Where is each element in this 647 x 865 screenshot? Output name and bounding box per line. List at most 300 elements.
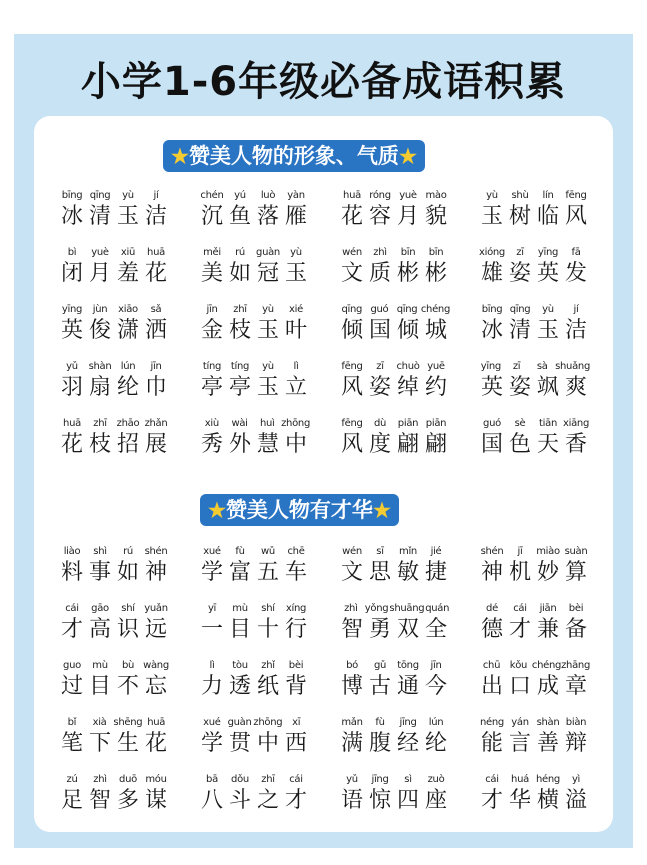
pinyin-syllable: wén: [342, 546, 362, 557]
idiom-character: 多: [116, 788, 139, 813]
idiom-pinyin: [198, 245, 310, 260]
pinyin-syllable: chū: [482, 660, 501, 671]
idiom-character: 古: [368, 674, 391, 699]
idiom-item: [58, 658, 198, 715]
idiom-pinyin: [58, 416, 170, 431]
pinyin-syllable: biàn: [565, 717, 587, 728]
idiom-pinyin: [58, 772, 170, 787]
idiom-characters: [198, 730, 310, 758]
idiom-characters: [58, 673, 170, 701]
pinyin-syllable: mào: [425, 190, 447, 201]
idiom-characters: [478, 616, 590, 644]
idiom-characters: [478, 787, 590, 815]
idiom-pinyin: [58, 715, 170, 730]
idiom-character: 力: [200, 674, 223, 699]
idiom-pinyin: [198, 302, 310, 317]
idiom-character: 识: [116, 617, 139, 642]
pinyin-syllable: bā: [206, 774, 218, 785]
pinyin-syllable: huá: [511, 774, 529, 785]
idiom-character: 贯: [228, 731, 251, 756]
pinyin-syllable: piān: [397, 418, 419, 429]
idiom-character: 英: [480, 375, 503, 400]
pinyin-syllable: xíng: [285, 603, 307, 614]
pinyin-syllable: jīn: [206, 304, 218, 315]
pinyin-syllable: xué: [203, 717, 221, 728]
idiom-characters: [58, 559, 170, 587]
idiom-character: 学: [200, 731, 223, 756]
idiom-character: 翩: [424, 432, 447, 457]
idiom-pinyin: [58, 544, 170, 559]
idiom-characters: [478, 317, 590, 345]
idiom-pinyin: [198, 359, 310, 374]
pinyin-syllable: fù: [235, 546, 245, 557]
idiom-item: [198, 544, 338, 601]
pinyin-syllable: wǔ: [261, 546, 275, 557]
pinyin-syllable: chén: [200, 190, 224, 201]
section-heading-label: 赞美人物的形象、气质: [188, 143, 399, 168]
pinyin-syllable: jiān: [539, 603, 557, 614]
pinyin-syllable: yù: [486, 190, 498, 201]
pinyin-syllable: quán: [425, 603, 450, 614]
idiom-character: 招: [116, 432, 139, 457]
idiom-character: 神: [480, 560, 503, 585]
pinyin-syllable: bó: [346, 660, 358, 671]
pinyin-syllable: huì: [259, 418, 275, 429]
idiom-pinyin: [338, 302, 450, 317]
idiom-character: 风: [340, 432, 363, 457]
idiom-character: 色: [508, 432, 531, 457]
pinyin-syllable: sī: [376, 546, 384, 557]
idiom-character: 西: [284, 731, 307, 756]
pinyin-syllable: yǒng: [364, 603, 389, 614]
idiom-character: 华: [508, 788, 531, 813]
pinyin-syllable: bīn: [428, 247, 444, 258]
idiom-item: [478, 544, 618, 601]
pinyin-syllable: yù: [290, 247, 302, 258]
idiom-character: 临: [536, 204, 559, 229]
idiom-character: 洁: [564, 318, 587, 343]
pinyin-syllable: dù: [373, 418, 387, 429]
pinyin-syllable: zhì: [93, 774, 107, 785]
idiom-pinyin: [198, 544, 310, 559]
pinyin-syllable: zhì: [373, 247, 387, 258]
idiom-pinyin: [198, 658, 310, 673]
pinyin-syllable: sì: [404, 774, 412, 785]
idiom-character: 经: [396, 731, 419, 756]
idiom-character: 展: [144, 432, 167, 457]
idiom-character: 英: [536, 261, 559, 286]
idiom-character: 算: [564, 560, 587, 585]
pinyin-syllable: zuò: [427, 774, 445, 785]
idiom-character: 生: [116, 731, 139, 756]
idiom-character: 清: [88, 204, 111, 229]
section-heading-appearance: [163, 140, 425, 172]
pinyin-syllable: fēng: [341, 418, 363, 429]
idiom-character: 八: [200, 788, 223, 813]
idiom-character: 容: [368, 204, 391, 229]
pinyin-syllable: shuāng: [389, 603, 425, 614]
idiom-item: [338, 359, 478, 416]
idiom-character: 花: [340, 204, 363, 229]
idiom-character: 五: [256, 560, 279, 585]
pinyin-syllable: qīng: [396, 304, 418, 315]
idiom-item: [478, 245, 618, 302]
pinyin-syllable: zī: [516, 247, 524, 258]
idiom-character: 博: [340, 674, 363, 699]
pinyin-syllable: yīng: [537, 247, 559, 258]
idiom-character: 玉: [536, 318, 559, 343]
idiom-character: 花: [60, 432, 83, 457]
pinyin-syllable: bīng: [481, 304, 503, 315]
idiom-character: 才: [60, 617, 83, 642]
idiom-item: [478, 658, 618, 715]
idiom-character: 玉: [256, 318, 279, 343]
idiom-characters: [58, 787, 170, 815]
idiom-characters: [198, 559, 310, 587]
idiom-character: 兼: [536, 617, 559, 642]
idiom-character: 姿: [368, 375, 391, 400]
idiom-characters: [478, 203, 590, 231]
pinyin-syllable: jí: [153, 190, 159, 201]
pinyin-syllable: yù: [542, 304, 554, 315]
idiom-character: 如: [116, 560, 139, 585]
idiom-character: 潇: [116, 318, 139, 343]
idiom-characters: [338, 559, 450, 587]
content-card: [34, 116, 613, 832]
idiom-pinyin: [198, 601, 310, 616]
pinyin-syllable: bèi: [288, 660, 304, 671]
idiom-character: 目: [228, 617, 251, 642]
pinyin-syllable: wàng: [143, 660, 169, 671]
idiom-character: 冰: [60, 204, 83, 229]
idiom-character: 月: [88, 261, 111, 286]
idiom-character: 扇: [88, 375, 111, 400]
idiom-character: 沉: [200, 204, 223, 229]
idiom-item: [478, 416, 618, 473]
idiom-item: [338, 715, 478, 772]
pinyin-syllable: cái: [513, 603, 527, 614]
pinyin-syllable: jié: [430, 546, 442, 557]
pinyin-syllable: cái: [485, 774, 499, 785]
pinyin-syllable: shàn: [536, 717, 560, 728]
pinyin-syllable: yǔ: [66, 361, 78, 372]
idiom-character: 羽: [60, 375, 83, 400]
idiom-character: 玉: [480, 204, 503, 229]
idiom-character: 绰: [396, 375, 419, 400]
idiom-character: 约: [424, 375, 447, 400]
idiom-pinyin: [58, 245, 170, 260]
idiom-character: 语: [340, 788, 363, 813]
idiom-character: 背: [284, 674, 307, 699]
idiom-item: [478, 188, 618, 245]
idiom-character: 透: [228, 674, 251, 699]
idiom-item: [58, 359, 198, 416]
idiom-pinyin: [338, 359, 450, 374]
idiom-pinyin: [338, 416, 450, 431]
pinyin-syllable: tíng: [202, 361, 222, 372]
idiom-pinyin: [58, 302, 170, 317]
idiom-character: 谋: [144, 788, 167, 813]
idiom-pinyin: [58, 601, 170, 616]
pinyin-syllable: yán: [511, 717, 529, 728]
idiom-item: [338, 772, 478, 829]
idiom-item: [198, 359, 338, 416]
pinyin-syllable: tiān: [539, 418, 557, 429]
pinyin-syllable: bù: [121, 660, 135, 671]
idiom-pinyin: [338, 658, 450, 673]
idiom-item: [478, 601, 618, 658]
pinyin-syllable: jī: [517, 546, 523, 557]
idiom-character: 风: [564, 204, 587, 229]
pinyin-syllable: móu: [145, 774, 167, 785]
pinyin-syllable: huā: [147, 247, 165, 258]
idiom-characters: [198, 374, 310, 402]
idiom-character: 言: [508, 731, 531, 756]
idiom-pinyin: [58, 188, 170, 203]
pinyin-syllable: fù: [375, 717, 385, 728]
idiom-character: 城: [424, 318, 447, 343]
pinyin-syllable: duō: [119, 774, 137, 785]
idiom-character: 满: [340, 731, 363, 756]
idiom-character: 德: [480, 617, 503, 642]
pinyin-syllable: bīng: [61, 190, 83, 201]
idiom-characters: [58, 317, 170, 345]
idiom-character: 今: [424, 674, 447, 699]
idiom-character: 巾: [144, 375, 167, 400]
idiom-characters: [58, 431, 170, 459]
pinyin-syllable: yì: [571, 774, 581, 785]
pinyin-syllable: yù: [262, 304, 274, 315]
idiom-character: 叶: [284, 318, 307, 343]
idiom-character: 倾: [396, 318, 419, 343]
idiom-character: 羞: [116, 261, 139, 286]
idiom-item: [338, 188, 478, 245]
idiom-pinyin: [478, 544, 590, 559]
idiom-pinyin: [198, 772, 310, 787]
idiom-character: 国: [368, 318, 391, 343]
idiom-character: 中: [256, 731, 279, 756]
idiom-character: 翩: [396, 432, 419, 457]
idiom-characters: [58, 616, 170, 644]
pinyin-syllable: suàn: [564, 546, 588, 557]
pinyin-syllable: shàn: [88, 361, 112, 372]
pinyin-syllable: mù: [92, 660, 108, 671]
idiom-character: 洒: [144, 318, 167, 343]
idiom-character: 雁: [284, 204, 307, 229]
idiom-character: 度: [368, 432, 391, 457]
idiom-character: 双: [396, 617, 419, 642]
idiom-item: [58, 601, 198, 658]
idiom-character: 飒: [536, 375, 559, 400]
pinyin-syllable: xióng: [478, 247, 505, 258]
idiom-item: [58, 544, 198, 601]
pinyin-syllable: fēng: [341, 361, 363, 372]
pinyin-syllable: sè: [514, 418, 526, 429]
idiom-pinyin: [58, 359, 170, 374]
pinyin-syllable: yīng: [480, 361, 501, 372]
idiom-characters: [478, 730, 590, 758]
idiom-item: [478, 715, 618, 772]
pinyin-syllable: zhōng: [253, 717, 283, 728]
idiom-item: [338, 302, 478, 359]
pinyin-syllable: lì: [293, 361, 299, 372]
pinyin-syllable: bīn: [400, 247, 416, 258]
idiom-characters: [58, 374, 170, 402]
idiom-character: 敏: [396, 560, 419, 585]
idiom-pinyin: [338, 188, 450, 203]
pinyin-syllable: shén: [480, 546, 504, 557]
idiom-character: 不: [116, 674, 139, 699]
idiom-character: 亭: [200, 375, 223, 400]
pinyin-syllable: néng: [480, 717, 504, 728]
idiom-character: 一: [200, 617, 223, 642]
idiom-character: 之: [256, 788, 279, 813]
pinyin-syllable: mù: [232, 603, 248, 614]
pinyin-syllable: měi: [203, 247, 221, 258]
pinyin-syllable: cái: [65, 603, 79, 614]
pinyin-syllable: jīng: [371, 774, 389, 785]
pinyin-syllable: lún: [428, 717, 444, 728]
pinyin-syllable: xiāng: [562, 418, 589, 429]
idiom-pinyin: [198, 416, 310, 431]
idiom-characters: [198, 787, 310, 815]
pinyin-syllable: zī: [512, 361, 521, 372]
idiom-character: 风: [340, 375, 363, 400]
pinyin-syllable: yī: [207, 603, 217, 614]
idiom-character: 姿: [508, 375, 531, 400]
idiom-characters: [338, 260, 450, 288]
pinyin-syllable: shén: [144, 546, 168, 557]
idiom-item: [338, 544, 478, 601]
idiom-pinyin: [338, 715, 450, 730]
pinyin-syllable: yàn: [287, 190, 305, 201]
idiom-pinyin: [198, 715, 310, 730]
idiom-item: [198, 302, 338, 359]
idiom-character: 枝: [228, 318, 251, 343]
pinyin-syllable: wén: [342, 247, 362, 258]
pinyin-syllable: lún: [120, 361, 136, 372]
idiom-pinyin: [478, 715, 590, 730]
pinyin-syllable: gǔ: [373, 660, 387, 671]
idiom-character: 斗: [228, 788, 251, 813]
pinyin-syllable: piān: [425, 418, 447, 429]
idiom-character: 才: [284, 788, 307, 813]
idiom-character: 笔: [60, 731, 83, 756]
idiom-character: 洁: [144, 204, 167, 229]
pinyin-syllable: huā: [147, 717, 166, 728]
pinyin-syllable: chéng: [420, 304, 451, 315]
idiom-character: 机: [508, 560, 531, 585]
idiom-character: 备: [564, 617, 587, 642]
idiom-pinyin: [478, 188, 590, 203]
idiom-character: 清: [508, 318, 531, 343]
idiom-character: 慧: [256, 432, 279, 457]
pinyin-syllable: mǐn: [399, 546, 417, 557]
idiom-pinyin: [478, 601, 590, 616]
pinyin-syllable: mǎn: [341, 717, 363, 728]
pinyin-syllable: xiāo: [118, 304, 138, 315]
idiom-character: 金: [200, 318, 223, 343]
pinyin-syllable: chéng: [531, 660, 562, 671]
pinyin-syllable: yuè: [399, 190, 417, 201]
idiom-character: 玉: [116, 204, 139, 229]
idiom-character: 捷: [424, 560, 447, 585]
pinyin-syllable: tōng: [397, 660, 419, 671]
idiom-characters: [198, 260, 310, 288]
idiom-item: [198, 601, 338, 658]
idiom-character: 玉: [256, 375, 279, 400]
idiom-character: 如: [228, 261, 251, 286]
pinyin-syllable: jīn: [150, 361, 162, 372]
idiom-character: 学: [200, 560, 223, 585]
pinyin-syllable: xié: [289, 304, 303, 315]
idiom-character: 足: [60, 788, 83, 813]
idiom-character: 倾: [340, 318, 363, 343]
pinyin-syllable: xī: [292, 717, 301, 728]
idiom-character: 闭: [60, 261, 83, 286]
pinyin-syllable: shí: [121, 603, 135, 614]
pinyin-syllable: yù: [262, 361, 274, 372]
idiom-pinyin: [478, 772, 590, 787]
pinyin-syllable: tòu: [232, 660, 248, 671]
idiom-character: 文: [340, 261, 363, 286]
idiom-item: [58, 245, 198, 302]
idiom-character: 勇: [368, 617, 391, 642]
pinyin-syllable: chē: [287, 546, 305, 557]
pinyin-syllable: bì: [67, 247, 77, 258]
idiom-character: 爽: [564, 375, 587, 400]
idiom-character: 月: [396, 204, 419, 229]
pinyin-syllable: jīn: [430, 660, 442, 671]
idiom-characters: [338, 374, 450, 402]
idiom-character: 过: [60, 674, 83, 699]
poster: [14, 34, 633, 848]
idiom-character: 腹: [368, 731, 391, 756]
idiom-character: 溢: [564, 788, 587, 813]
pinyin-syllable: huā: [63, 418, 81, 429]
idiom-character: 秀: [200, 432, 223, 457]
idiom-character: 花: [144, 731, 167, 756]
idiom-characters: [58, 260, 170, 288]
idiom-pinyin: [478, 245, 590, 260]
pinyin-syllable: rú: [235, 247, 245, 258]
idiom-item: [58, 188, 198, 245]
pinyin-syllable: sà: [536, 361, 548, 372]
idiom-characters: [338, 673, 450, 701]
idiom-character: 十: [256, 617, 279, 642]
pinyin-syllable: zú: [66, 774, 78, 785]
idiom-character: 智: [88, 788, 111, 813]
pinyin-syllable: lì: [209, 660, 215, 671]
pinyin-syllable: róng: [369, 190, 391, 201]
idiom-item: [338, 658, 478, 715]
idiom-character: 口: [508, 674, 531, 699]
pinyin-syllable: sǎ: [150, 304, 162, 315]
idiom-character: 高: [88, 617, 111, 642]
idiom-character: 冠: [256, 261, 279, 286]
idiom-character: 行: [284, 617, 307, 642]
idiom-character: 鱼: [228, 204, 251, 229]
idiom-characters: [478, 559, 590, 587]
idiom-pinyin: [478, 302, 590, 317]
pinyin-syllable: xiū: [120, 247, 136, 258]
pinyin-syllable: jí: [573, 304, 579, 315]
idiom-character: 俊: [88, 318, 111, 343]
idiom-character: 能: [480, 731, 503, 756]
idiom-pinyin: [338, 245, 450, 260]
pinyin-syllable: gāo: [91, 603, 109, 614]
pinyin-syllable: bǐ: [67, 717, 77, 728]
